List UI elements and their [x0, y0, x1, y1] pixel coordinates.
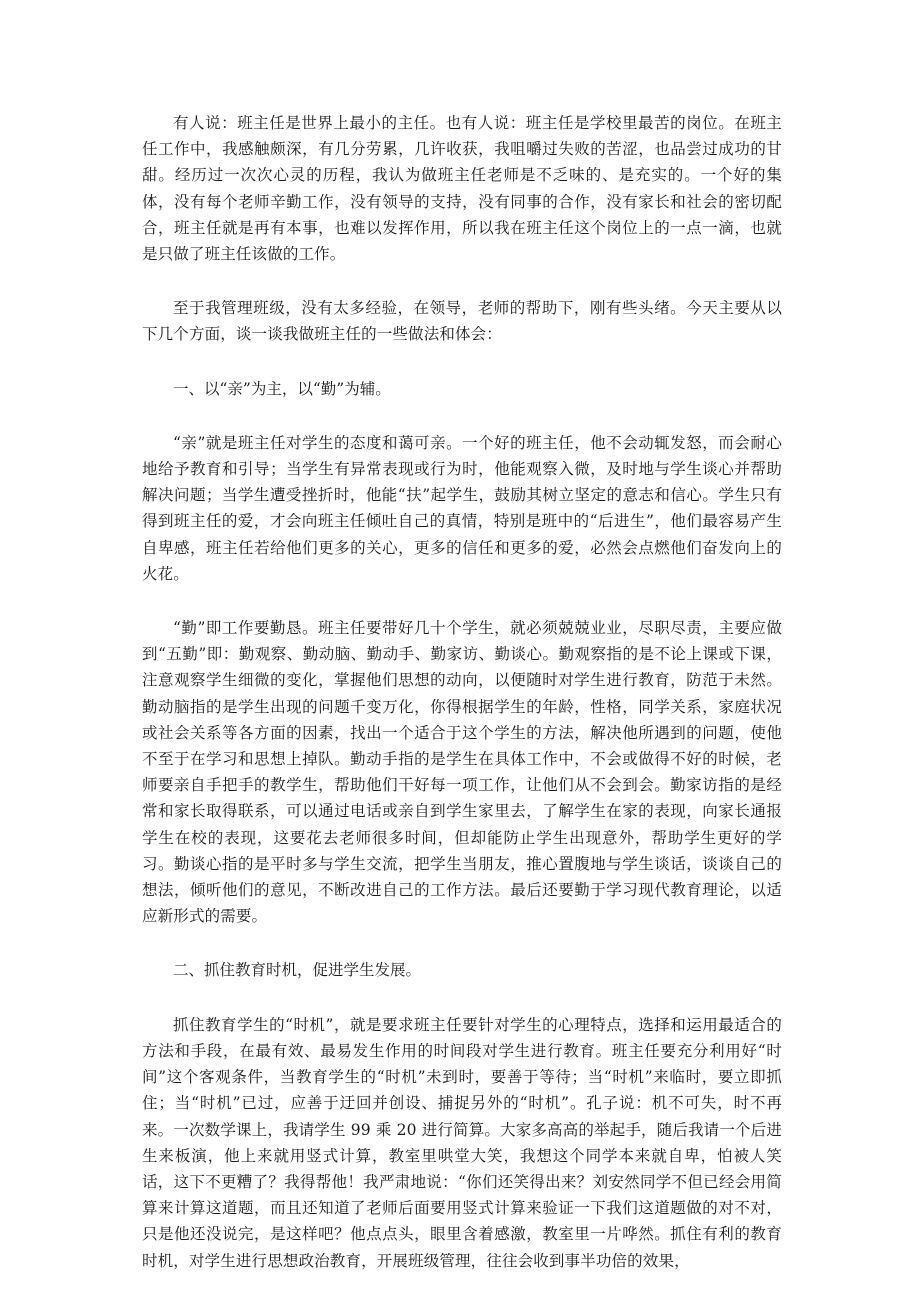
paragraph-overview: 至于我管理班级，没有太多经验，在领导，老师的帮助下，刚有些头绪。今天主要从以下几个方面，谈一谈我做班主任的一些做法和体会：: [142, 299, 782, 344]
paragraph-timing: 抓住教育学生的“时机”，就是要求班主任要针对学生的心理特点，选择和运用最适合的方法和手段，在最有效、最易发生作用的时间段对学生进行教育。班主任要充分利用好“时间”这个客观条件，当教育学生的“时机”未到时，要善于等待；当“时机”来临时，要立即抓住；当“时机”已过，应善于迂回并创设、捕捉另外的“时机”。孔子说：机不可失，时不再来。一次数学课上，我请学生 99 乘 20 进行简算。大家多高高的举起手，随后我请一个后进生来板演，他上来就用竖式计算，教室里哄堂大笑，我想这个同学本来就自卑，怕被人笑话，这下不更糟了？我得帮他！我严肃地说：“你们还笑得出来？刘安然同学不但已经会用简算来计算这道题，而且还知道了老师后面要用竖式计算来验证一下我们这道题做的对不对，只是他还没说完，是这样吧？他点点头，眼里含着感激，教室里一片哗然。抓住有利的教育时机，对学生进行思想政治教育，开展班级管理，往往会收到事半功倍的效果，: [142, 1015, 782, 1270]
section-heading-1: 一、以“亲”为主，以“勤”为辅。: [173, 379, 391, 398]
paragraph-qin: “亲”就是班主任对学生的态度和蔼可亲。一个好的班主任，他不会动辄发怒，而会耐心地给予教育和引导；当学生有异常表现或行为时，他能观察入微，及时地与学生谈心并帮助解决问题；当学生遭受挫折时，他能“扶”起学生，鼓励其树立坚定的意志和信心。学生只有得到班主任的爱，才会向班主任倾吐自己的真情，特别是班中的“后进生”，他们最容易产生自卑感，班主任若给他们更多的关心，更多的信任和更多的爱，必然会点燃他们奋发向上的火花。: [142, 433, 782, 583]
paragraph-intro: 有人说：班主任是世界上最小的主任。也有人说：班主任是学校里最苦的岗位。在班主任工作中，我感触颇深，有几分劳累，几许收获，我咀嚼过失败的苦涩，也品尝过成功的甘甜。经历过一次次心灵的历程，我认为做班主任老师是不乏味的、是充实的。一个好的集体，没有每个老师辛勤工作，没有领导的支持，没有同事的合作，没有家长和社会的密切配合，班主任就是再有本事，也难以发挥作用，所以我在班主任这个岗位上的一点一滴，也就是只做了班主任该做的工作。: [142, 114, 782, 264]
paragraph-qin-diligence: “勤”即工作要勤恳。班主任要带好几十个学生，就必须兢兢业业，尽职尽责，主要应做到“五勤”即：勤观察、勤动脑、勤动手、勤家访、勤谈心。勤观察指的是不论上课或下课，注意观察学生细微的变化，掌握他们思想的动向，以便随时对学生进行教育，防范于未然。勤动脑指的是学生出现的问题千变万化，你得根据学生的年龄，性格，同学关系，家庭状况或社会关系等各方面的因素，找出一个适合于这个学生的方法，解决他所遇到的问题，使他不至于在学习和思想上掉队。勤动手指的是学生在具体工作中，不会或做得不好的时候，老师要亲自手把手的教学生，帮助他们干好每一项工作，让他们从不会到会。勤家访指的是经常和家长取得联系，可以通过电话或亲自到学生家里去，了解学生在家的表现，向家长通报学生在校的表现，这要花去老师很多时间，但却能防止学生出现意外，帮助学生更好的学习。勤谈心指的是平时多与学生交流，把学生当朋友，推心置腹地与学生谈话，谈谈自己的想法，倾听他们的意见，不断改进自己的工作方法。最后还要勤于学习现代教育理论，以适应新形式的需要。: [142, 619, 782, 926]
section-heading-2: 二、抓住教育时机，促进学生发展。: [173, 961, 422, 980]
document-body: [142, 110, 782, 1274]
